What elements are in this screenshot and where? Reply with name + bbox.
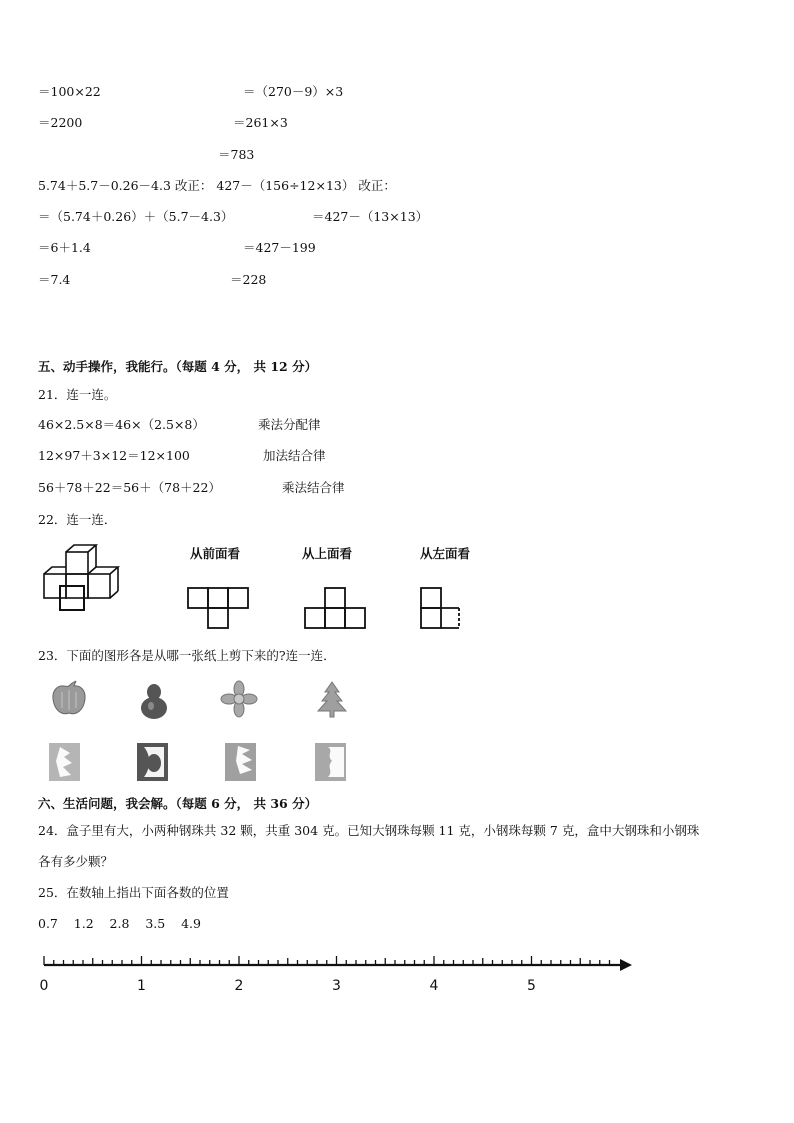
calc-line-6-right: ＝228 (230, 272, 267, 287)
calc-line-4-left: ＝（5.74＋0.26）＋（5.7－4.3） (38, 209, 234, 224)
axis-label-4: 4 (429, 978, 439, 994)
axis-label-5: 5 (527, 978, 536, 994)
q21-left-3: 56＋78＋22＝56＋（78＋22） (38, 480, 221, 495)
calc-line-5-right: ＝427－199 (243, 240, 316, 255)
cube-structure-figure (40, 542, 126, 614)
calc-line-1-right: ＝（270－9）×3 (243, 84, 344, 99)
q24-text-line-2: 各有多少颗？ (38, 854, 114, 869)
q23-title: 23．下面的图形各是从哪一张纸上剪下来的?连一连． (38, 648, 336, 663)
arrow-right-icon (620, 959, 632, 971)
q22-title: 22．连一连． (38, 512, 117, 527)
q25-values: 0.7 1.2 2.8 3.5 4.9 (38, 916, 201, 931)
axis-label-3: 3 (332, 978, 341, 994)
view-label-front: 从前面看 (190, 546, 241, 561)
q24-text-line-1: 24．盒子里有大，小两种钢珠共 32 颗，共重 304 克。已知大钢珠每颗 11 克，小钢珠每颗 7 克，盒中大钢珠和小钢珠 (38, 823, 700, 838)
gourd-shape-icon (137, 680, 171, 720)
section6-title: 六、生活问题，我会解。（每题 6 分， 共 36 分） (38, 796, 318, 811)
q25-title: 25．在数轴上指出下面各数的位置 (38, 885, 229, 900)
q21-right-1: 乘法分配律 (258, 417, 321, 432)
view-label-left: 从左面看 (420, 546, 471, 561)
axis-label-1: 1 (137, 978, 146, 994)
q21-right-2: 加法结合律 (263, 448, 326, 463)
apple-shape-icon (50, 680, 88, 718)
calc-line-3-right: ＝783 (218, 147, 255, 162)
q21-left-1: 46×2.5×8＝46×（2.5×8） (38, 417, 205, 432)
view-shape-inverted-t (303, 586, 369, 632)
q21-right-3: 乘法结合律 (282, 480, 345, 495)
calc-line-6-left: ＝7.4 (38, 272, 71, 287)
view-label-top: 从上面看 (302, 546, 353, 561)
q21-left-2: 12×97＋3×12＝12×100 (38, 448, 190, 463)
paper-cutout-3-icon (222, 741, 262, 783)
calc-line-1-left: ＝100×22 (38, 84, 101, 99)
calc-line-5-left: ＝6＋1.4 (38, 240, 91, 255)
calc-line-2-right: ＝261×3 (233, 115, 288, 130)
paper-cutout-2-icon (134, 741, 174, 783)
tree-shape-icon (313, 680, 351, 718)
calc-question-line: 5.74＋5.7－0.26－4.3 改正： 427－（156÷12×13） 改正： (38, 178, 396, 193)
axis-label-2: 2 (234, 978, 244, 994)
view-shape-l (419, 586, 465, 632)
flower-shape-icon (220, 680, 258, 718)
q21-title: 21．连一连。 (38, 387, 117, 402)
paper-cutout-1-icon (46, 741, 86, 783)
number-line (30, 948, 640, 996)
view-shape-t (186, 586, 252, 632)
section5-title: 五、动手操作，我能行。（每题 4 分， 共 12 分） (38, 359, 318, 374)
calc-line-2-left: ＝2200 (38, 115, 83, 130)
calc-line-4-right: ＝427－（13×13） (312, 209, 429, 224)
paper-cutout-4-icon (312, 741, 352, 783)
axis-label-0: 0 (39, 978, 49, 994)
